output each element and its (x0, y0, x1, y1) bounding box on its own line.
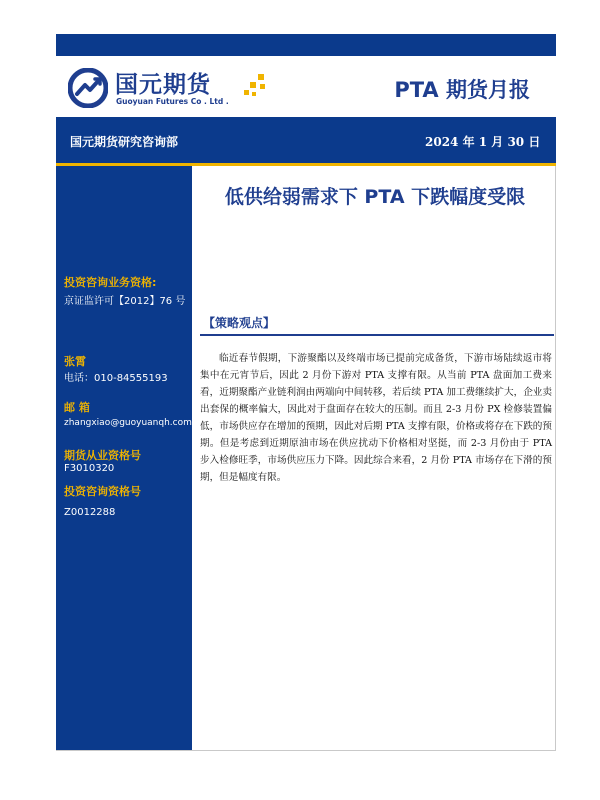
report-headline: 低供给弱需求下 PTA 下跌幅度受限 (224, 186, 526, 208)
license-value: 京证监许可【2012】76 号 (64, 296, 186, 307)
license-label: 投资咨询业务资格: (64, 276, 157, 289)
strategy-paragraph: 临近春节假期，下游聚酯以及终端市场已提前完成备货，下游市场陆续返市将集中在元宵节后，因此 2 月份下游对 PTA 支撑有限。从当前 PTA 盘面加工费来看，近期聚酯产业链利润由两端向中间转移，若后续 PTA 加工费继续扩大，企业卖出套保的概率偏大，因此对于盘面存在较大的压制。而且 2-3 月份 PX 检修装置偏低，市场供应存在增加的预期，因此对后期 PTA 支撑有限，价格或将存在下跌的预期。但是考虑到近期原油市场在供应扰动下价格相对坚挺，而 2-3 月份由于 PTA 步入检修旺季，市场供应压力下降。因此综合来看，2 月份 PTA 市场存在下滑的预期，但是幅度有限。 (200, 353, 552, 483)
report-date: 2024 年 1 月 30 日 (425, 135, 541, 149)
analyst-email: zhangxiao@guoyuanqh.com (64, 418, 192, 428)
department-label: 国元期货研究咨询部 (70, 135, 179, 149)
page-frame-bottom (56, 750, 556, 751)
analyst-phone: 电话：010-84555193 (64, 373, 168, 384)
section-divider (200, 334, 554, 336)
futures-cert-label: 期货从业资格号 (64, 449, 141, 462)
advisory-cert-number: Z0012288 (64, 507, 116, 518)
futures-cert-number: F3010320 (64, 463, 115, 474)
advisory-cert-label: 投资咨询资格号 (64, 485, 141, 498)
gold-dots-icon (240, 70, 270, 100)
page-frame-right (555, 166, 556, 750)
company-logo-icon (68, 68, 108, 108)
report-type-title: PTA 期货月报 (394, 78, 530, 102)
email-label: 邮 箱 (64, 401, 90, 414)
company-name-en: Guoyuan Futures Co . Ltd . (116, 97, 229, 106)
section-heading: 【策略观点】 (203, 316, 276, 330)
company-name-cn: 国元期货 (115, 72, 211, 98)
top-color-bar (56, 34, 556, 56)
analyst-name: 张霄 (64, 355, 86, 368)
